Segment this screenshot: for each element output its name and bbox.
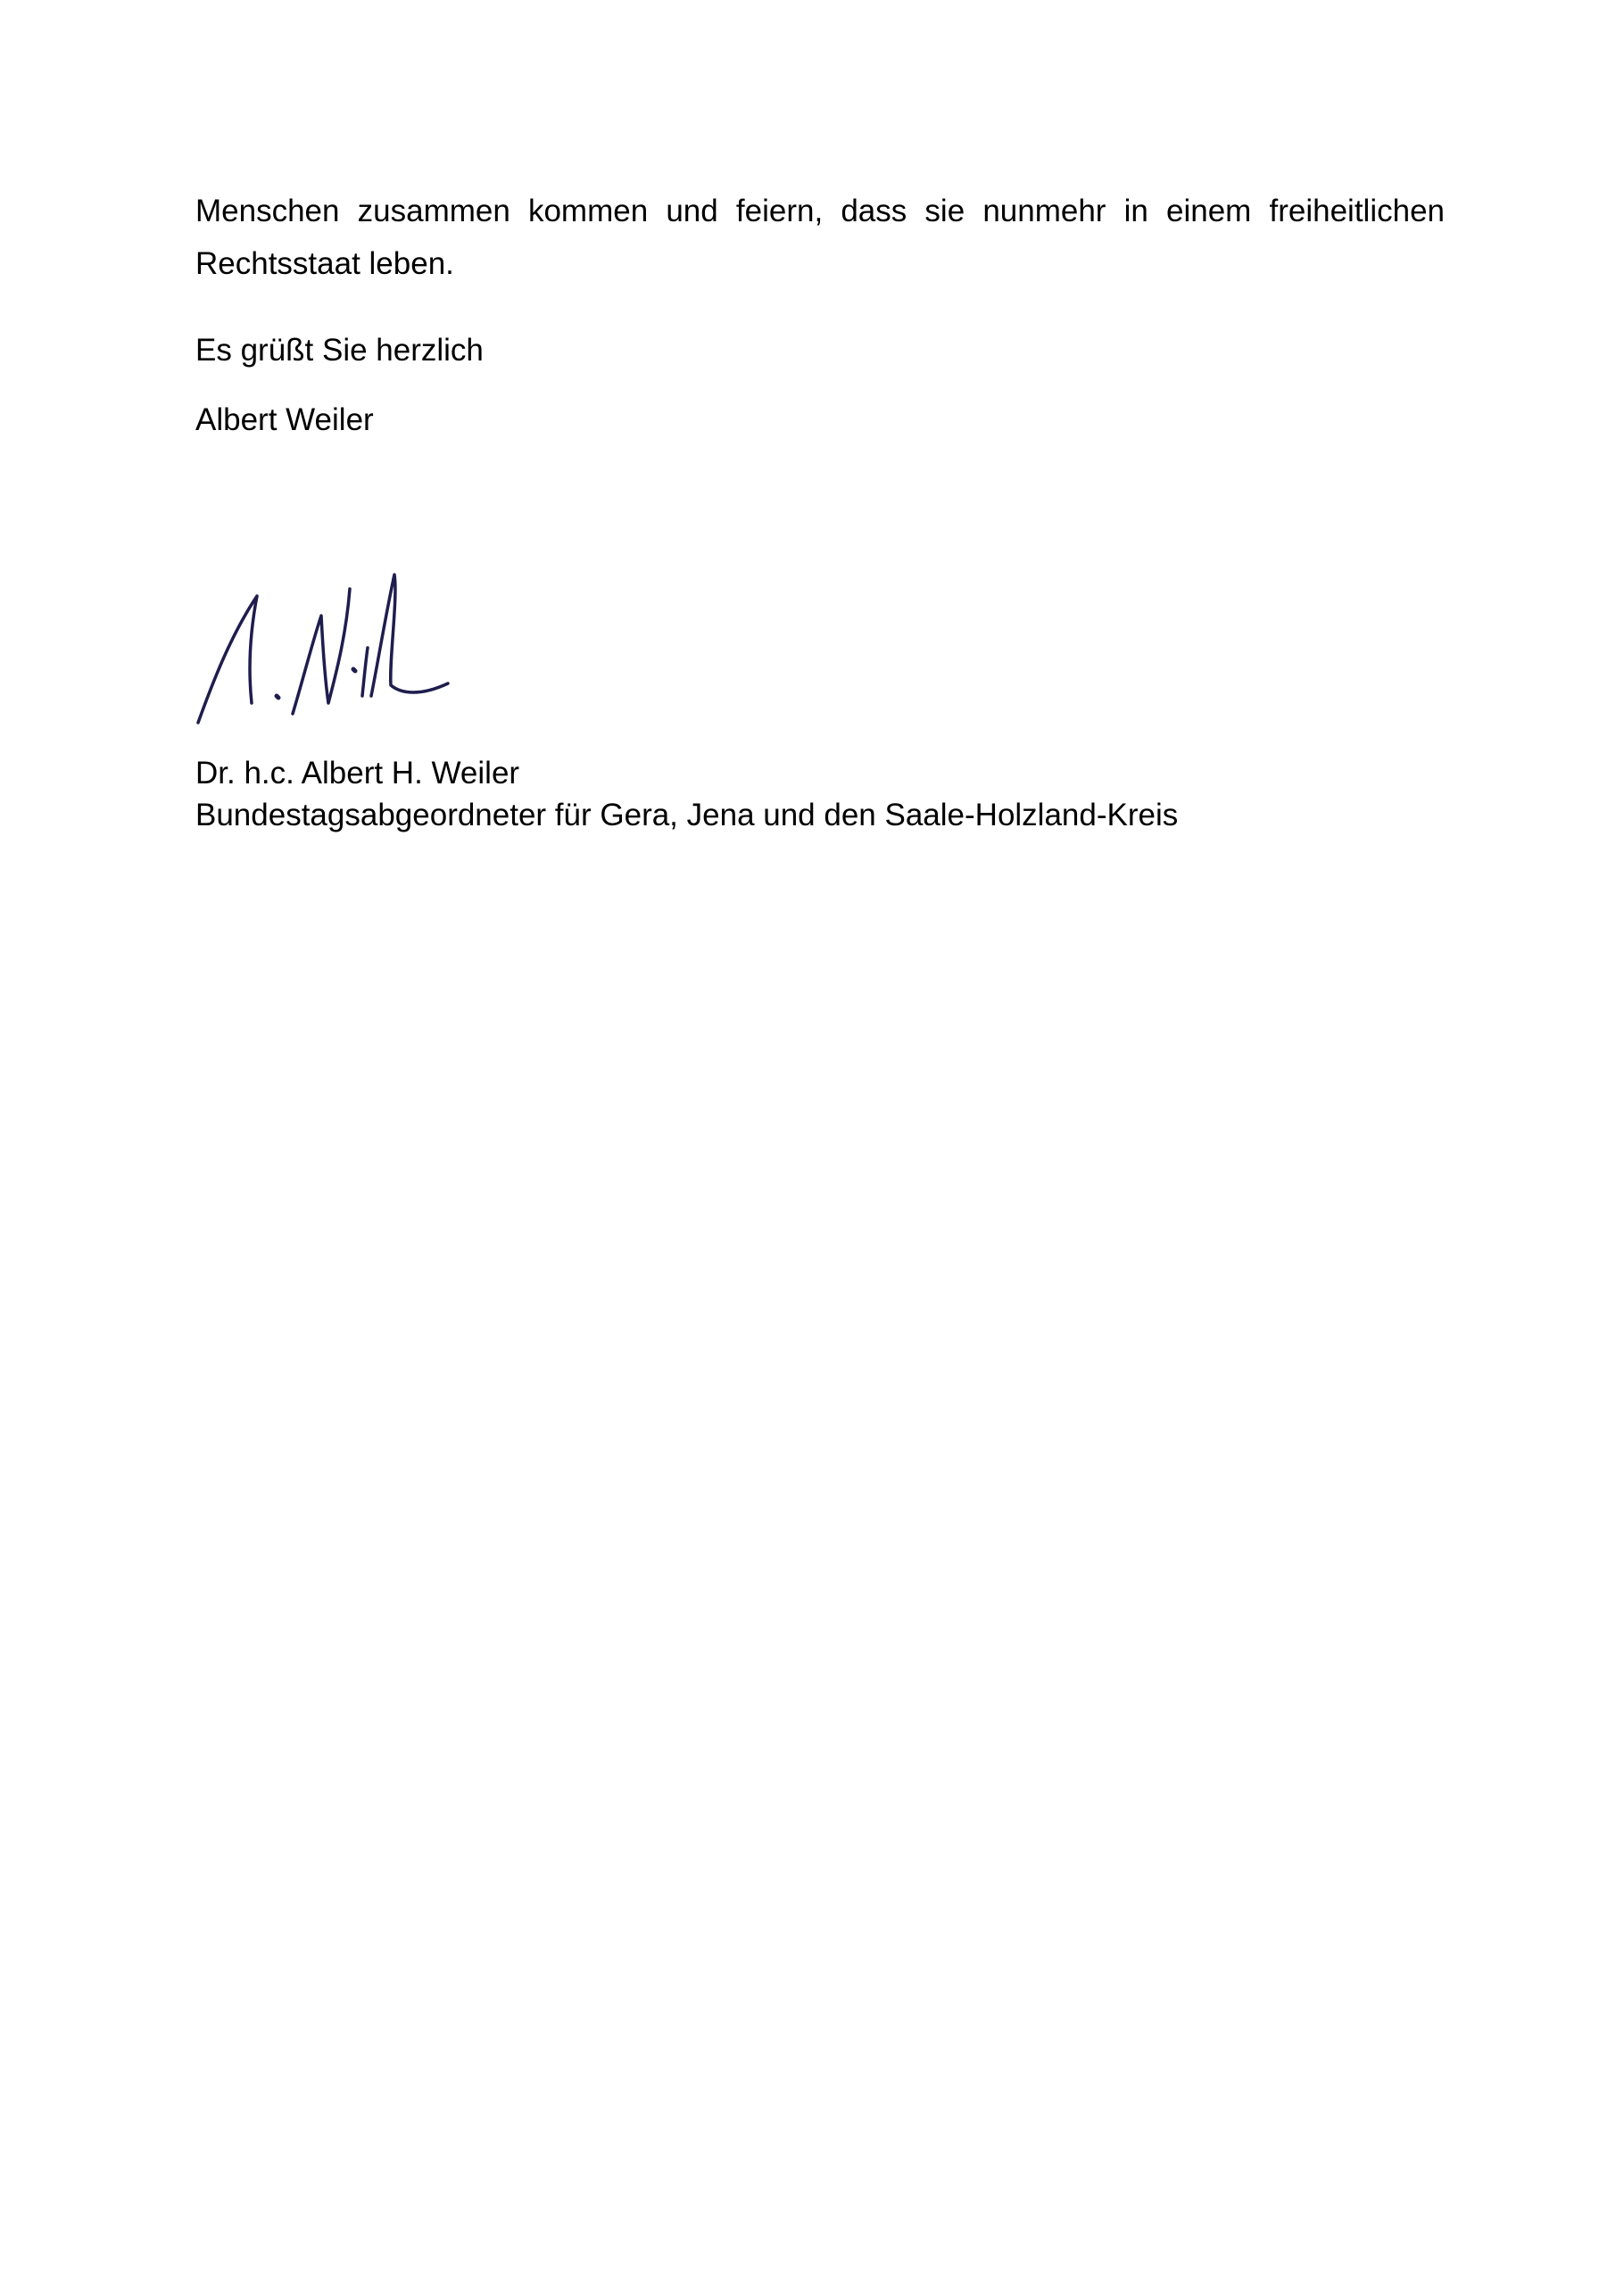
body-paragraph: Menschen zusammen kommen und feiern, dass sie nunmehr in einem freiheitlichen Rechtsstaat leben. — [195, 194, 1445, 281]
signer-name-title: Dr. h.c. Albert H. Weiler — [195, 756, 520, 791]
sender-name: Albert Weiler — [195, 402, 374, 437]
handwritten-signature — [187, 562, 455, 732]
closing-greeting: Es grüßt Sie herzlich — [195, 333, 484, 368]
signature-block — [195, 752, 1178, 836]
signer-position: Bundestagsabgeordneter für Gera, Jena und den Saale-Holzland-Kreis — [195, 798, 1179, 832]
